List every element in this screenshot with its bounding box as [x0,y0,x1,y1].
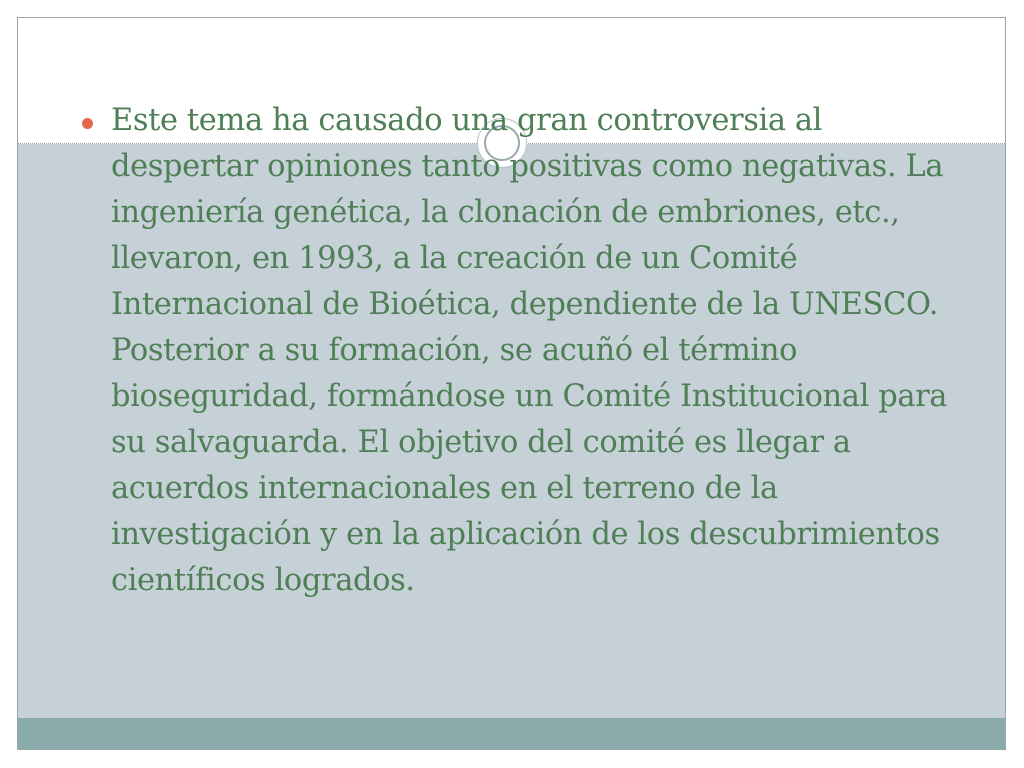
bullet-paragraph: Este tema ha causado una gran controversia al despertar opiniones tanto positivas como negativas. La ingeniería genética, la clonación de embriones, etc., llevaron, en 1993, a la creación de un Comité Internacional de Bioética, dependiente de la UNESCO. Posterior a su formación, se acuñó el término bioseguridad, formándose un Comité Institucional para su salvaguarda. El objetivo del comité es llegar a acuerdos internacionales en el terreno de la investigación y en la aplicación de los descubrimientos científicos logrados. [111,103,948,598]
slide-frame [17,17,1006,750]
round-bullet-icon [82,118,93,129]
footer-band [18,718,1005,750]
